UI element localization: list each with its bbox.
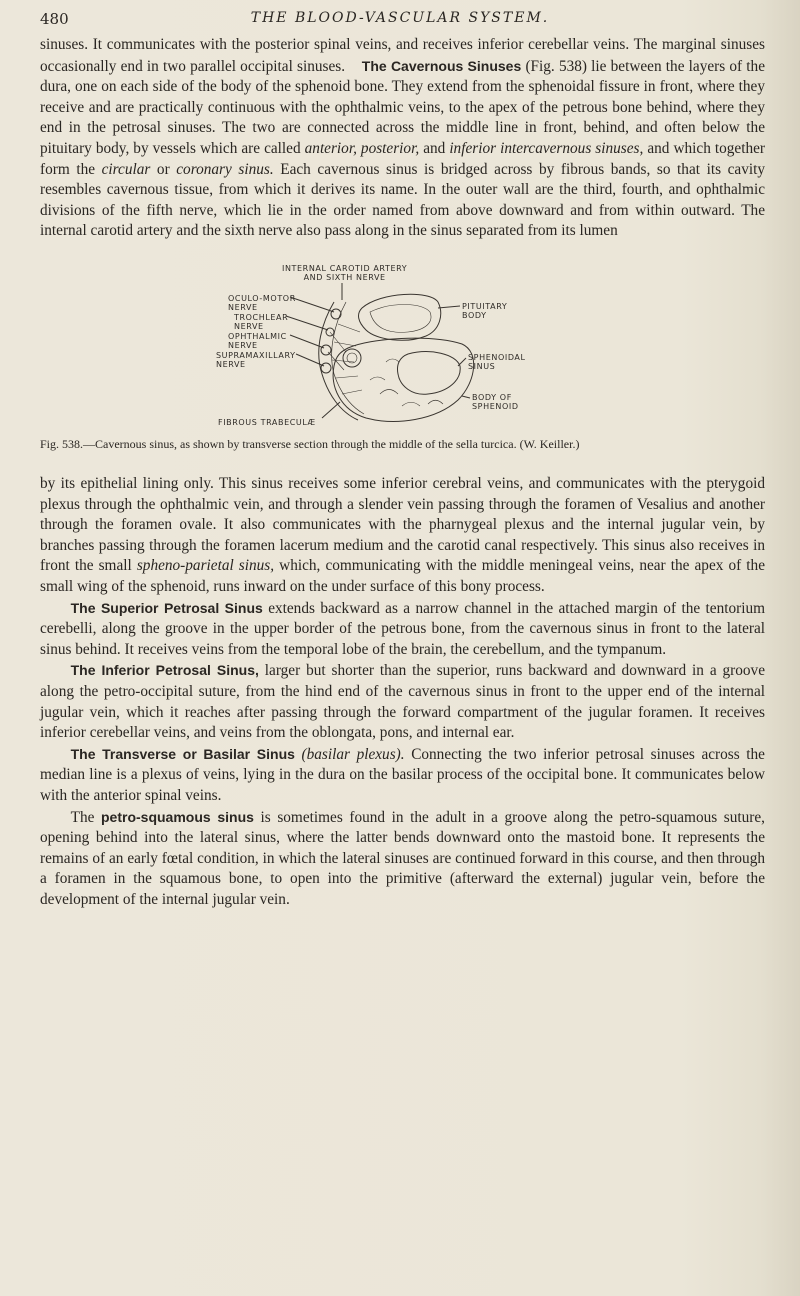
p4-text: Connecting the two inferior petrosal sinuses across the median line is a plexus of veins, lying in the dura on the basilar process of the occipital bone. It communicates below with the anterior spinal veins.	[40, 745, 765, 804]
running-head	[40, 10, 760, 30]
p4-term: (basilar plexus).	[301, 745, 405, 763]
paragraph-basilar-sinus	[40, 744, 765, 807]
p3-heading: The Inferior Petrosal Sinus,	[70, 662, 259, 679]
label-body-of-sphenoid: BODY OF SPHENOID	[472, 393, 519, 411]
cavernous-term-4: coronary sinus.	[176, 160, 274, 178]
p2-heading: The Superior Petrosal Sinus	[70, 599, 263, 616]
p1-end: which, communicating with the middle meningeal veins, near the apex of the small wing of the sphenoid, runs inward on the under surface of this bony process.	[40, 557, 765, 595]
p1-term: spheno-parietal sinus,	[136, 557, 275, 575]
paragraph-cavernous-continued	[40, 474, 765, 598]
cavernous-sinus-illustration	[230, 262, 550, 430]
paragraph-superior-petrosal	[40, 598, 765, 661]
cavernous-text-3: and which together form the	[40, 139, 765, 178]
paragraph-petro-squamous	[40, 807, 765, 911]
cavernous-term-2: inferior intercavernous sinuses,	[449, 139, 644, 157]
page-number: 480	[40, 10, 69, 28]
p3-text: larger but shorter than the superior, runs backward and downward in a groove along the petro-occipital suture, from the hind end of the cavernous sinus in front to the upper end of the internal jugular vein, which it reaches after passing through the forward compartment of the jugular foramen. It receives inferior cerebellar veins, and veins from the oblongata, pons, and internal ear.	[40, 662, 765, 742]
p4-heading: The Transverse or Basilar Sinus	[70, 745, 295, 762]
intro-paragraph	[40, 35, 765, 242]
paragraph-inferior-petrosal	[40, 660, 765, 743]
p5-intro: The	[70, 808, 95, 826]
label-oculomotor-nerve: OCULO-MOTOR NERVE	[228, 294, 296, 312]
intro-opening-text: sinuses. It communicates with the posterior spinal veins, and receives inferior cerebellar veins. The marginal sinuses occasionally end in two parallel occipital sinuses.	[40, 36, 765, 75]
p5-heading: petro-squamous sinus	[101, 808, 254, 825]
cavernous-text-2: and	[423, 139, 446, 157]
p2-text: extends backward as a narrow channel in the attached margin of the tentorium cerebelli, along the groove in the upper border of the petrous bone, from the cavernous sinus in front to the lateral sinus behind. It receives veins from the temporal lobe of the brain, the cerebellum, and the tympanum.	[40, 599, 766, 658]
label-pituitary-body: PITUITARY BODY	[462, 302, 508, 320]
figure-caption: Fig. 538.—Cavernous sinus, as shown by transverse section through the middle of the sella turcica. (W. Keiller.)	[40, 437, 580, 451]
label-sphenoidal-sinus: SPHENOIDAL SINUS	[468, 353, 526, 371]
cavernous-term-3: circular	[101, 160, 151, 178]
figure-cavernous-sinus	[216, 262, 550, 430]
label-supramaxillary-nerve: SUPRAMAXILLARY NERVE	[216, 351, 296, 369]
p1-text: by its epithelial lining only. This sinus receives some inferior cerebral veins, and communicates with the pterygoid plexus through the ophthalmic vein, and through a slender vein passing through the foramen of Vesalius and another through the foramen ovale. It also communicates with the pharnygeal plexus and the internal jugular vein, by branches passing through the foramen lacerum medium and the carotid canal respectively. This sinus also receives in front the small	[40, 475, 765, 575]
cavernous-text-5: Each cavernous sinus is bridged across by fibrous bands, so that its cavity resembles cavernous tissue, from which it derives its name. In the outer wall are the third, fourth, and ophthalmic divisions of the fifth nerve, which lie in the order named from above downward and from within outward. The internal carotid artery and the sixth nerve also pass along in the sinus separated from its lumen	[40, 160, 766, 240]
cavernous-sinuses-heading: The Cavernous Sinuses	[361, 57, 522, 74]
running-title: THE BLOOD-VASCULAR SYSTEM.	[250, 10, 550, 26]
cavernous-text-1: (Fig. 538) lie between the layers of the dura, one on each side of the body of the sphenoid bone. They extend from the sphenoidal fissure in front, where they receive and are practically continuous with the ophthalmic veins, to the apex of the petrous bone behind, where they end in the petrosal sinuses. The two are connected across the middle line in front, behind, and often below the pituitary body, by vessels which are called	[40, 57, 765, 157]
cavernous-text-4: or	[156, 160, 170, 178]
lower-text	[40, 474, 765, 910]
label-ophthalmic-nerve: OPHTHALMIC NERVE	[228, 332, 287, 350]
cavernous-term-1: anterior, posterior,	[304, 139, 420, 157]
p5-text: is sometimes found in the adult in a groove along the petro-squamous suture, opening behind into the lateral sinus, where the latter bends downward onto the mastoid bone. It represents the remains of an early fœtal condition, in which the lateral sinuses are continued forward in this course, and then through a foramen in the squamous bone, to open into the primitive (afterward the external) jugular vein, before the development of the internal jugular vein.	[40, 808, 765, 908]
label-trochlear-nerve: TROCHLEAR NERVE	[234, 313, 289, 331]
label-fibrous-trabeculae: FIBROUS TRABECULÆ	[218, 418, 316, 427]
label-internal-carotid: INTERNAL CAROTID ARTERY AND SIXTH NERVE	[282, 264, 408, 282]
